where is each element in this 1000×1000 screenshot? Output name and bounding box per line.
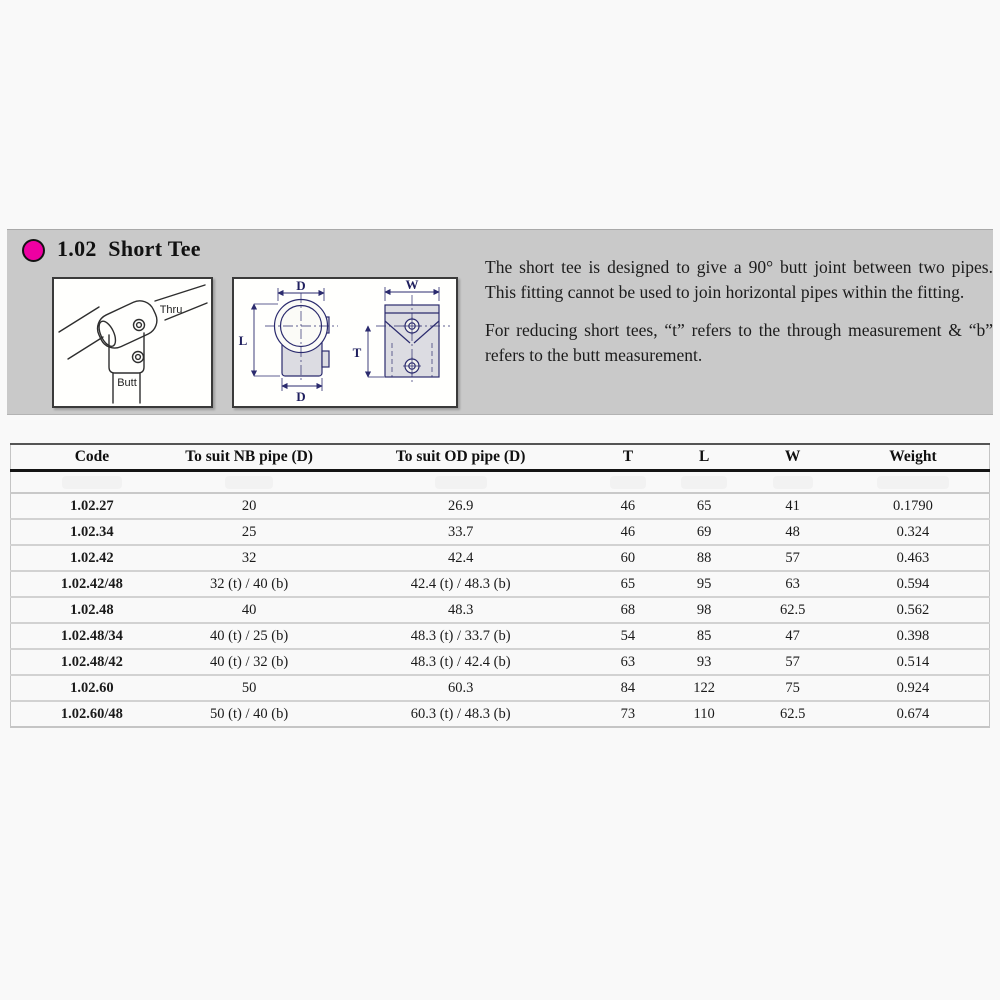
ghost-cell — [596, 471, 660, 494]
cell: 85 — [660, 623, 749, 649]
dim-label-d-bottom: D — [296, 389, 306, 404]
cell: 57 — [748, 545, 837, 571]
ghost-cell — [837, 471, 990, 494]
column-header: Code — [11, 444, 173, 471]
cell: 60 — [596, 545, 660, 571]
butt-label: Butt — [117, 377, 137, 389]
cell: 40 (t) / 32 (b) — [173, 649, 326, 675]
table-row — [11, 649, 990, 675]
cell: 0.463 — [837, 545, 990, 571]
dim-label-w: W — [405, 279, 419, 292]
dim-label-l: L — [238, 333, 248, 348]
table-row — [11, 493, 990, 519]
cell: 32 (t) / 40 (b) — [173, 571, 326, 597]
cell: 54 — [596, 623, 660, 649]
cell: 48.3 — [325, 597, 596, 623]
cell: 50 — [173, 675, 326, 701]
table-row — [11, 519, 990, 545]
cell: 57 — [748, 649, 837, 675]
header-row — [11, 444, 990, 471]
cell: 26.9 — [325, 493, 596, 519]
cell: 50 (t) / 40 (b) — [210, 705, 289, 722]
cell: 42.4 — [325, 545, 596, 571]
ghost-mark — [877, 476, 949, 489]
dimension-box — [232, 277, 458, 408]
cell: 65 — [660, 493, 749, 519]
dim-label-t: T — [352, 345, 362, 360]
cell: 40 — [173, 597, 326, 623]
ghost-cell — [325, 471, 596, 494]
ghost-mark — [225, 476, 273, 489]
cell: 42.4 (t) / 48.3 (b) — [325, 571, 596, 597]
cell: 0.674 — [896, 705, 930, 722]
table-row — [11, 701, 990, 727]
cell: 60.3 — [325, 675, 596, 701]
cell: 0.594 — [837, 571, 990, 597]
spec-table-header — [11, 444, 990, 471]
ghost-cell — [748, 471, 837, 494]
cell: 48 — [748, 519, 837, 545]
cell: 95 — [660, 571, 749, 597]
cell: 62.5 — [779, 705, 806, 722]
cell: 1.02.48/34 — [11, 623, 173, 649]
table-row — [11, 675, 990, 701]
short-tee-pictorial-drawing — [54, 279, 211, 406]
cell: 0.924 — [837, 675, 990, 701]
cell: 0.562 — [837, 597, 990, 623]
cell: 32 — [173, 545, 326, 571]
description-paragraph-2: For reducing short tees, “t” refers to the through measurement & “b” refers to the butt measurement. — [485, 320, 993, 365]
spec-table-body — [11, 471, 990, 728]
section-title: 1.02 Short Tee — [57, 236, 201, 261]
dim-label-d-top: D — [296, 279, 306, 293]
cell: 122 — [660, 675, 749, 701]
column-header: L — [660, 444, 749, 471]
cell: 20 — [173, 493, 326, 519]
thru-label: Thru — [159, 304, 183, 316]
cell: 1.02.27 — [11, 493, 173, 519]
cell: 63 — [596, 649, 660, 675]
ghost-mark — [435, 476, 487, 489]
table-row — [11, 597, 990, 623]
cell: 0.324 — [837, 519, 990, 545]
column-header: To suit NB pipe (D) — [173, 444, 326, 471]
cell: 1.02.60 — [11, 675, 173, 701]
ghost-mark — [610, 476, 646, 489]
cell: 1.02.48/42 — [11, 649, 173, 675]
cell: 0.398 — [837, 623, 990, 649]
cell: 47 — [748, 623, 837, 649]
spec-table — [10, 443, 990, 728]
cell: 40 (t) / 25 (b) — [173, 623, 326, 649]
cell: 25 — [173, 519, 326, 545]
cell: 0.1790 — [837, 493, 990, 519]
ghost-row — [11, 471, 990, 494]
cell: 46 — [596, 519, 660, 545]
column-header: To suit OD pipe (D) — [325, 444, 596, 471]
photo-box — [52, 277, 213, 408]
cell: 1.02.60/48 — [60, 705, 123, 722]
description — [485, 255, 993, 368]
section-bullet-icon — [22, 239, 45, 262]
ghost-mark — [62, 476, 122, 489]
cell: 0.514 — [837, 649, 990, 675]
table-row — [11, 545, 990, 571]
cell: 88 — [660, 545, 749, 571]
cell: 98 — [660, 597, 749, 623]
cell: 63 — [748, 571, 837, 597]
cell: 60.3 (t) / 48.3 (b) — [410, 705, 511, 722]
cell: 75 — [748, 675, 837, 701]
table-row — [11, 571, 990, 597]
table-row — [11, 623, 990, 649]
cell: 1.02.42 — [11, 545, 173, 571]
cell: 68 — [596, 597, 660, 623]
cell: 33.7 — [325, 519, 596, 545]
cell: 1.02.48 — [11, 597, 173, 623]
cell: 69 — [660, 519, 749, 545]
cell: 62.5 — [748, 597, 837, 623]
ghost-cell — [11, 471, 173, 494]
cell: 110 — [693, 705, 715, 722]
column-header: T — [596, 444, 660, 471]
cell: 46 — [596, 493, 660, 519]
description-paragraph-1: The short tee is designed to give a 90° butt joint between two pipes. This fitting cannot be used to join horizontal pipes within the fitting. — [485, 257, 993, 302]
cell: 84 — [596, 675, 660, 701]
cell: 41 — [748, 493, 837, 519]
ghost-mark — [773, 476, 813, 489]
ghost-cell — [173, 471, 326, 494]
cell: 1.02.42/48 — [11, 571, 173, 597]
column-header: W — [748, 444, 837, 471]
cell: 93 — [660, 649, 749, 675]
cell: 65 — [596, 571, 660, 597]
cell: 1.02.34 — [11, 519, 173, 545]
cell: 48.3 (t) / 42.4 (b) — [325, 649, 596, 675]
cell: 48.3 (t) / 33.7 (b) — [325, 623, 596, 649]
column-header: Weight — [837, 444, 990, 471]
cell: 73 — [620, 705, 636, 722]
short-tee-dimension-drawing — [234, 279, 456, 406]
ghost-mark — [681, 476, 727, 489]
ghost-cell — [660, 471, 749, 494]
